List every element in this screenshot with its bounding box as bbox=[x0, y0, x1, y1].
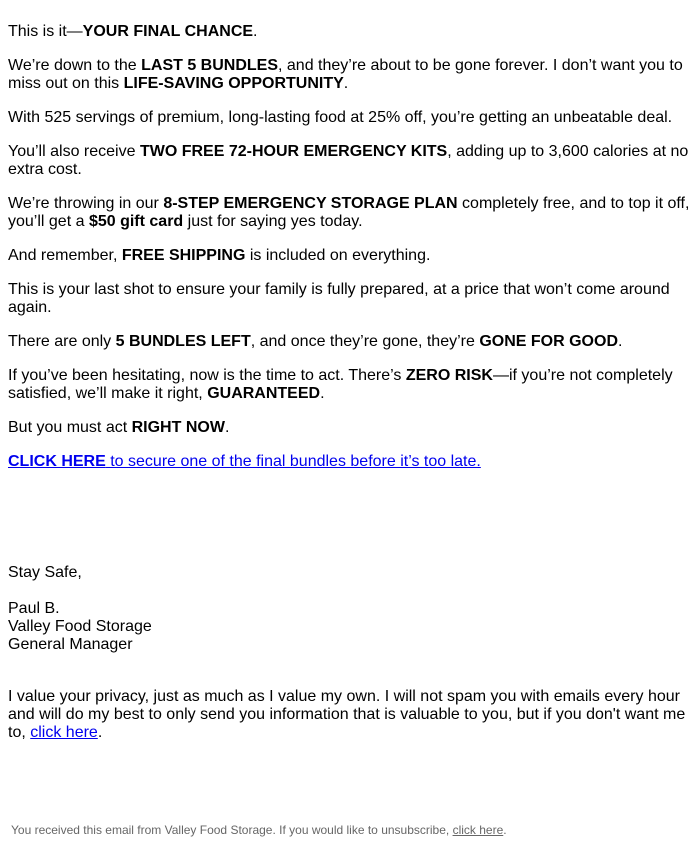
text: , and they’re about to be gone forever. I don’t want you to miss out on this bbox=[8, 57, 683, 92]
text: . bbox=[320, 385, 325, 402]
paragraph-free-shipping bbox=[8, 247, 692, 265]
text: . bbox=[618, 333, 623, 350]
bold-text: YOUR FINAL CHANCE bbox=[82, 23, 254, 40]
text: . bbox=[503, 823, 507, 837]
email-body bbox=[8, 23, 692, 471]
text: And remember, bbox=[8, 247, 122, 264]
text: . bbox=[224, 419, 230, 436]
signature-name: Paul B. bbox=[8, 600, 60, 617]
privacy-text: I value your privacy, just as much as I value my own. I will not spam you with emails every hour and will do my best to only send you information that is valuable to you, but if you don't want me to, bbox=[8, 688, 686, 741]
text: completely free, and to top it off, you’ll get a bbox=[8, 195, 690, 230]
text: We’re down to the bbox=[8, 57, 142, 74]
unsubscribe-link[interactable]: click here bbox=[452, 823, 504, 837]
text: , and once they’re gone, they’re bbox=[250, 333, 480, 350]
bold-text: FREE SHIPPING bbox=[121, 247, 246, 264]
signature-company: Valley Food Storage bbox=[8, 618, 152, 635]
paragraph-servings: With 525 servings of premium, long-lasting food at 25% off, you’re getting an unbeatable deal. bbox=[8, 109, 673, 126]
paragraph-zero-risk bbox=[8, 367, 692, 403]
cta-link-text[interactable]: to secure one of the final bundles before it’s too late. bbox=[105, 453, 481, 470]
signature bbox=[8, 600, 152, 654]
text: is included on everything. bbox=[245, 247, 431, 264]
bold-text: 5 BUNDLES LEFT bbox=[115, 333, 251, 350]
text: . bbox=[253, 23, 258, 40]
paragraph-final-chance bbox=[8, 23, 692, 41]
cta-link-bold[interactable]: CLICK HERE bbox=[8, 453, 106, 470]
cta-link[interactable] bbox=[8, 453, 481, 470]
text: But you must act bbox=[8, 419, 132, 436]
signoff: Stay Safe, bbox=[8, 564, 82, 581]
paragraph-last-shot: This is your last shot to ensure your family is fully prepared, at a price that won’t come around again. bbox=[8, 281, 670, 316]
text: We’re throwing in our bbox=[8, 195, 164, 212]
bold-text: GUARANTEED bbox=[207, 385, 321, 402]
bold-text: GONE FOR GOOD bbox=[479, 333, 618, 350]
text: There are only bbox=[8, 333, 116, 350]
paragraph-storage-plan bbox=[8, 195, 692, 231]
text: . bbox=[343, 75, 349, 92]
bold-text: $50 gift card bbox=[88, 213, 184, 230]
bold-text: LIFE-SAVING OPPORTUNITY bbox=[123, 75, 344, 92]
text: —if you’re not completely satisfied, we’ll make it right, bbox=[8, 367, 673, 402]
footer-text: You received this email from Valley Food Storage. If you would like to unsubscribe, bbox=[11, 823, 453, 837]
paragraph-emergency-kits bbox=[8, 143, 692, 179]
bold-text: 8-STEP EMERGENCY STORAGE PLAN bbox=[163, 195, 458, 212]
cta-paragraph bbox=[8, 453, 692, 471]
bold-text: RIGHT NOW bbox=[131, 419, 225, 436]
signature-title: General Manager bbox=[8, 636, 133, 653]
text: If you’ve been hesitating, now is the time to act. There’s bbox=[8, 367, 406, 384]
privacy-click-here-link[interactable]: click here bbox=[30, 724, 98, 741]
privacy-notice bbox=[8, 688, 692, 742]
bold-text: ZERO RISK bbox=[405, 367, 493, 384]
paragraph-act-now bbox=[8, 419, 692, 437]
bold-text: LAST 5 BUNDLES bbox=[141, 57, 279, 74]
text: just for saying yes today. bbox=[183, 213, 363, 230]
paragraph-last-bundles bbox=[8, 57, 692, 93]
paragraph-bundles-left bbox=[8, 333, 692, 351]
text: . bbox=[97, 724, 103, 741]
bold-text: TWO FREE 72-HOUR EMERGENCY KITS bbox=[139, 143, 448, 160]
footer-unsubscribe bbox=[11, 823, 507, 837]
text: , adding up to 3,600 calories at no extra cost. bbox=[8, 143, 689, 178]
text: You’ll also receive bbox=[8, 143, 140, 160]
text: This is it— bbox=[8, 23, 83, 40]
